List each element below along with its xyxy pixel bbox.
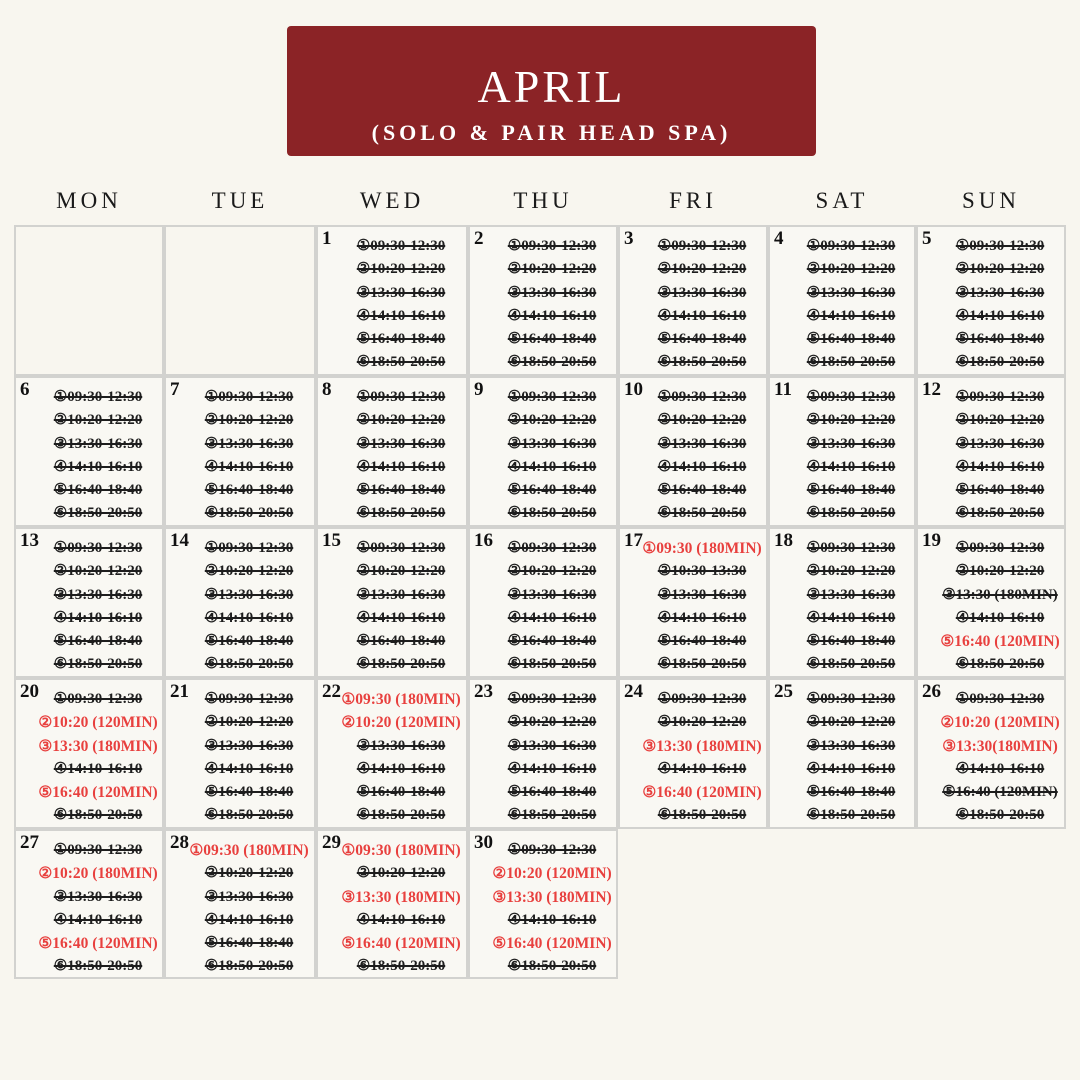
day-cell[interactable] bbox=[768, 678, 916, 829]
day-cell[interactable] bbox=[14, 376, 164, 527]
booked-slot: ①09:30-12:30 bbox=[356, 238, 446, 254]
day-number: 28 bbox=[170, 832, 189, 853]
empty-day-cell bbox=[618, 829, 768, 979]
booked-slot: ②10:20-12:20 bbox=[53, 563, 143, 580]
booked-slot: ⑤16:40-18:40 bbox=[955, 331, 1045, 348]
available-slot[interactable]: ⑤16:40 (120MIN) bbox=[492, 935, 612, 953]
booked-slot: ②10:20-12:20 bbox=[507, 412, 597, 429]
day-number: 14 bbox=[170, 530, 189, 551]
booked-slot: ③13:30-16:30 bbox=[806, 586, 896, 603]
time-slot-list bbox=[770, 235, 914, 375]
booked-slot: ①09:30-12:30 bbox=[507, 540, 597, 556]
day-cell[interactable] bbox=[316, 376, 468, 527]
day-cell[interactable] bbox=[164, 829, 316, 979]
day-number: 6 bbox=[20, 379, 30, 400]
booked-slot: ⑥18:50-20:50 bbox=[806, 354, 896, 371]
booked-slot: ①09:30-12:30 bbox=[806, 540, 896, 556]
booked-slot: ①09:30-12:30 bbox=[204, 540, 294, 556]
booked-slot: ④14:10-16:10 bbox=[806, 458, 896, 475]
day-number: 15 bbox=[322, 530, 341, 551]
day-cell[interactable] bbox=[14, 829, 164, 979]
day-number: 26 bbox=[922, 681, 941, 702]
booked-slot: ①09:30-12:30 bbox=[507, 389, 597, 405]
booked-slot: ⑥18:50-20:50 bbox=[204, 807, 294, 824]
booked-slot: ⑥18:50-20:50 bbox=[955, 807, 1045, 824]
booked-slot: ⑥18:50-20:50 bbox=[657, 656, 747, 673]
booked-slot: ⑥18:50-20:50 bbox=[507, 505, 597, 522]
time-slot-list bbox=[16, 537, 162, 677]
day-cell[interactable] bbox=[916, 527, 1066, 678]
booked-slot: ⑤16:40-18:40 bbox=[507, 784, 597, 801]
booked-slot: ⑥18:50-20:50 bbox=[657, 807, 747, 824]
weekday-header-fri: FRI bbox=[669, 188, 717, 213]
booked-slot: ⑥18:50-20:50 bbox=[657, 354, 747, 371]
day-cell[interactable] bbox=[468, 527, 618, 678]
booked-slot: ①09:30-12:30 bbox=[806, 238, 896, 254]
available-slot[interactable]: ③13:30(180MIN) bbox=[942, 737, 1058, 755]
booked-slot: ②10:20-12:20 bbox=[204, 412, 294, 429]
time-slot-list bbox=[166, 839, 314, 979]
day-cell[interactable] bbox=[468, 678, 618, 829]
booked-slot: ④14:10-16:10 bbox=[806, 609, 896, 626]
day-number: 2 bbox=[474, 228, 484, 249]
available-slot[interactable]: ②10:20 (120MIN) bbox=[341, 714, 461, 732]
empty-day-cell bbox=[916, 829, 1066, 979]
available-slot[interactable]: ③13:30 (180MIN) bbox=[492, 888, 612, 906]
available-slot[interactable]: ①09:30 (180MIN) bbox=[341, 842, 461, 859]
booked-slot: ②10:20-12:20 bbox=[806, 412, 896, 429]
booked-slot: ②10:20-12:20 bbox=[53, 412, 143, 429]
booked-slot: ③13:30-16:30 bbox=[806, 284, 896, 301]
booked-slot: ①09:30-12:30 bbox=[657, 389, 747, 405]
booked-slot: ③13:30-16:30 bbox=[955, 435, 1045, 452]
booked-slot: ③13:30-16:30 bbox=[507, 737, 597, 754]
time-slot-list bbox=[470, 537, 616, 677]
day-number: 9 bbox=[474, 379, 484, 400]
booked-slot: ④14:10-16:10 bbox=[356, 760, 446, 777]
weekday-header-sun: SUN bbox=[961, 188, 1020, 213]
day-number: 8 bbox=[322, 379, 332, 400]
booked-slot: ③13:30-16:30 bbox=[657, 435, 747, 452]
booked-slot: ③13:30-16:30 bbox=[204, 737, 294, 754]
day-cell[interactable] bbox=[768, 376, 916, 527]
booked-slot: ④14:10-16:10 bbox=[657, 609, 747, 626]
time-slot-list bbox=[918, 235, 1064, 375]
empty-day-cell bbox=[768, 829, 916, 979]
weekday-header-mon: MON bbox=[56, 188, 122, 213]
time-slot-list bbox=[620, 235, 766, 375]
booked-slot: ②10:20-12:20 bbox=[356, 261, 446, 278]
day-number: 22 bbox=[322, 681, 341, 702]
day-cell[interactable] bbox=[14, 678, 164, 829]
booked-slot: ①09:30-12:30 bbox=[657, 238, 747, 254]
day-cell[interactable] bbox=[618, 678, 768, 829]
booked-slot: ④14:10-16:10 bbox=[204, 458, 294, 475]
booked-slot: ⑤16:40-18:40 bbox=[53, 482, 143, 499]
time-slot-list bbox=[620, 537, 766, 677]
day-cell[interactable] bbox=[316, 225, 468, 376]
booked-slot: ⑥18:50-20:50 bbox=[53, 958, 143, 975]
booked-slot: ③13:30-16:30 bbox=[507, 586, 597, 603]
month-title: APRIL bbox=[477, 61, 626, 112]
booked-slot: ①09:30-12:30 bbox=[53, 691, 143, 707]
day-cell[interactable] bbox=[916, 376, 1066, 527]
booked-slot: ②10:30-13:30 bbox=[657, 563, 747, 580]
booked-slot: ⑤16:40-18:40 bbox=[507, 331, 597, 348]
weekday-header-sat: SAT bbox=[815, 188, 869, 213]
booked-slot: ③13:30-16:30 bbox=[53, 586, 143, 603]
available-slot[interactable]: ②10:20 (120MIN) bbox=[940, 714, 1060, 732]
time-slot-list bbox=[166, 688, 314, 828]
booked-slot: ④14:10-16:10 bbox=[53, 911, 143, 928]
time-slot-list bbox=[918, 688, 1064, 828]
booked-slot: ④14:10-16:10 bbox=[657, 760, 747, 777]
empty-day-cell bbox=[164, 225, 316, 376]
booked-slot: ①09:30-12:30 bbox=[955, 238, 1045, 254]
time-slot-list bbox=[16, 688, 162, 828]
booked-slot: ①09:30-12:30 bbox=[507, 842, 597, 858]
day-cell[interactable] bbox=[164, 678, 316, 829]
time-slot-list bbox=[918, 537, 1064, 677]
booked-slot: ④14:10-16:10 bbox=[53, 760, 143, 777]
time-slot-list bbox=[770, 688, 914, 828]
booked-slot: ⑥18:50-20:50 bbox=[507, 958, 597, 975]
day-number: 27 bbox=[20, 832, 39, 853]
booked-slot: ⑥18:50-20:50 bbox=[53, 807, 143, 824]
booked-slot: ⑤16:40-18:40 bbox=[53, 633, 143, 650]
day-number: 25 bbox=[774, 681, 793, 702]
booked-slot: ③13:30-16:30 bbox=[356, 586, 446, 603]
day-cell[interactable] bbox=[316, 829, 468, 979]
booked-slot: ⑥18:50-20:50 bbox=[955, 656, 1045, 673]
available-slot[interactable]: ⑤16:40 (120MIN) bbox=[642, 784, 762, 802]
booked-slot: ①09:30-12:30 bbox=[507, 238, 597, 254]
booked-slot: ②10:20-12:20 bbox=[204, 714, 294, 731]
day-cell[interactable] bbox=[618, 225, 768, 376]
day-number: 17 bbox=[624, 530, 643, 551]
booked-slot: ⑥18:50-20:50 bbox=[806, 807, 896, 824]
booked-slot: ①09:30-12:30 bbox=[356, 540, 446, 556]
day-cell[interactable] bbox=[618, 376, 768, 527]
available-slot[interactable]: ②10:20 (120MIN) bbox=[38, 714, 158, 732]
booked-slot: ④14:10-16:10 bbox=[955, 760, 1045, 777]
booked-slot: ②10:20-12:20 bbox=[955, 563, 1045, 580]
available-slot[interactable]: ③13:30 (180MIN) bbox=[642, 737, 762, 755]
booked-slot: ③13:30-16:30 bbox=[53, 435, 143, 452]
booked-slot: ④14:10-16:10 bbox=[507, 911, 597, 928]
booked-slot: ②10:20-12:20 bbox=[806, 563, 896, 580]
day-number: 16 bbox=[474, 530, 493, 551]
time-slot-list bbox=[470, 839, 616, 979]
day-cell[interactable] bbox=[916, 678, 1066, 829]
booked-slot: ⑤16:40 (120MIN) bbox=[942, 784, 1058, 801]
booked-slot: ②10:20-12:20 bbox=[507, 261, 597, 278]
booked-slot: ⑤16:40-18:40 bbox=[657, 633, 747, 650]
available-slot[interactable]: ①09:30 (180MIN) bbox=[189, 842, 309, 859]
available-slot[interactable]: ③13:30 (180MIN) bbox=[341, 888, 461, 906]
time-slot-list bbox=[470, 386, 616, 526]
booked-slot: ②10:20-12:20 bbox=[806, 714, 896, 731]
booked-slot: ④14:10-16:10 bbox=[955, 307, 1045, 324]
booked-slot: ⑥18:50-20:50 bbox=[356, 505, 446, 522]
booked-slot: ⑤16:40-18:40 bbox=[507, 633, 597, 650]
booked-slot: ⑥18:50-20:50 bbox=[53, 656, 143, 673]
booked-slot: ⑥18:50-20:50 bbox=[356, 958, 446, 975]
booked-slot: ③13:30-16:30 bbox=[657, 284, 747, 301]
booked-slot: ③13:30-16:30 bbox=[204, 586, 294, 603]
booked-slot: ④14:10-16:10 bbox=[53, 609, 143, 626]
day-number: 24 bbox=[624, 681, 643, 702]
day-cell[interactable] bbox=[468, 829, 618, 979]
day-number: 23 bbox=[474, 681, 493, 702]
booked-slot: ⑥18:50-20:50 bbox=[955, 354, 1045, 371]
day-cell[interactable] bbox=[618, 527, 768, 678]
day-cell[interactable] bbox=[164, 527, 316, 678]
booked-slot: ⑤16:40-18:40 bbox=[356, 784, 446, 801]
booked-slot: ①09:30-12:30 bbox=[204, 691, 294, 707]
day-number: 30 bbox=[474, 832, 493, 853]
booked-slot: ⑤16:40-18:40 bbox=[507, 482, 597, 499]
booked-slot: ②10:20-12:20 bbox=[806, 261, 896, 278]
available-slot[interactable]: ⑤16:40 (120MIN) bbox=[341, 935, 461, 953]
booked-slot: ④14:10-16:10 bbox=[507, 609, 597, 626]
booked-slot: ④14:10-16:10 bbox=[657, 307, 747, 324]
time-slot-list bbox=[770, 537, 914, 677]
booked-slot: ②10:20-12:20 bbox=[356, 865, 446, 882]
booked-slot: ⑥18:50-20:50 bbox=[955, 505, 1045, 522]
booked-slot: ④14:10-16:10 bbox=[806, 307, 896, 324]
day-number: 12 bbox=[922, 379, 941, 400]
day-number: 7 bbox=[170, 379, 180, 400]
booked-slot: ⑥18:50-20:50 bbox=[356, 807, 446, 824]
booked-slot: ①09:30-12:30 bbox=[955, 691, 1045, 707]
time-slot-list bbox=[166, 386, 314, 526]
booked-slot: ⑥18:50-20:50 bbox=[356, 354, 446, 371]
day-number: 1 bbox=[322, 228, 332, 249]
day-cell[interactable] bbox=[468, 225, 618, 376]
month-banner bbox=[287, 26, 816, 156]
time-slot-list bbox=[318, 235, 466, 375]
time-slot-list bbox=[918, 386, 1064, 526]
booked-slot: ⑥18:50-20:50 bbox=[204, 958, 294, 975]
day-number: 5 bbox=[922, 228, 932, 249]
booked-slot: ③13:30-16:30 bbox=[204, 435, 294, 452]
booked-slot: ⑤16:40-18:40 bbox=[204, 482, 294, 499]
time-slot-list bbox=[166, 537, 314, 677]
time-slot-list bbox=[620, 688, 766, 828]
booked-slot: ⑥18:50-20:50 bbox=[356, 656, 446, 673]
booked-slot: ②10:20-12:20 bbox=[204, 865, 294, 882]
booked-slot: ④14:10-16:10 bbox=[507, 760, 597, 777]
booked-slot: ⑤16:40-18:40 bbox=[806, 331, 896, 348]
available-slot[interactable]: ②10:20 (120MIN) bbox=[492, 865, 612, 883]
booked-slot: ④14:10-16:10 bbox=[204, 760, 294, 777]
empty-day-cell bbox=[14, 225, 164, 376]
booked-slot: ④14:10-16:10 bbox=[204, 911, 294, 928]
booked-slot: ①09:30-12:30 bbox=[53, 842, 143, 858]
day-number: 13 bbox=[20, 530, 39, 551]
booked-slot: ②10:20-12:20 bbox=[955, 261, 1045, 278]
service-subtitle: (SOLO & PAIR HEAD SPA) bbox=[371, 120, 732, 145]
booked-slot: ④14:10-16:10 bbox=[356, 609, 446, 626]
booked-slot: ⑤16:40-18:40 bbox=[657, 331, 747, 348]
day-cell[interactable] bbox=[164, 376, 316, 527]
booked-slot: ③13:30-16:30 bbox=[955, 284, 1045, 301]
day-cell[interactable] bbox=[768, 527, 916, 678]
booked-slot: ①09:30-12:30 bbox=[955, 540, 1045, 556]
day-number: 4 bbox=[774, 228, 784, 249]
booked-slot: ⑥18:50-20:50 bbox=[507, 807, 597, 824]
booked-slot: ⑥18:50-20:50 bbox=[507, 354, 597, 371]
booked-slot: ①09:30-12:30 bbox=[657, 691, 747, 707]
booked-slot: ②10:20-12:20 bbox=[507, 563, 597, 580]
booked-slot: ④14:10-16:10 bbox=[356, 458, 446, 475]
available-slot[interactable]: ③13:30 (180MIN) bbox=[38, 737, 158, 755]
day-cell[interactable] bbox=[14, 527, 164, 678]
booked-slot: ⑤16:40-18:40 bbox=[204, 633, 294, 650]
booked-slot: ③13:30-16:30 bbox=[657, 586, 747, 603]
booked-slot: ①09:30-12:30 bbox=[806, 389, 896, 405]
time-slot-list bbox=[318, 386, 466, 526]
booked-slot: ④14:10-16:10 bbox=[356, 307, 446, 324]
day-number: 10 bbox=[624, 379, 643, 400]
booked-slot: ⑥18:50-20:50 bbox=[657, 505, 747, 522]
booked-slot: ②10:20-12:20 bbox=[204, 563, 294, 580]
booked-slot: ②10:20-12:20 bbox=[657, 714, 747, 731]
booked-slot: ⑤16:40-18:40 bbox=[356, 331, 446, 348]
booked-slot: ①09:30-12:30 bbox=[507, 691, 597, 707]
day-cell[interactable] bbox=[768, 225, 916, 376]
booked-slot: ①09:30-12:30 bbox=[204, 389, 294, 405]
booked-slot: ④14:10-16:10 bbox=[657, 458, 747, 475]
available-slot[interactable]: ⑤16:40 (120MIN) bbox=[38, 935, 158, 953]
time-slot-list bbox=[16, 386, 162, 526]
booked-slot: ④14:10-16:10 bbox=[507, 458, 597, 475]
available-slot[interactable]: ①09:30 (180MIN) bbox=[642, 540, 762, 557]
available-slot[interactable]: ⑤16:40 (120MIN) bbox=[940, 633, 1060, 651]
day-number: 29 bbox=[322, 832, 341, 853]
booked-slot: ③13:30-16:30 bbox=[356, 284, 446, 301]
calendar-grid bbox=[14, 225, 1066, 979]
day-number: 19 bbox=[922, 530, 941, 551]
day-number: 11 bbox=[774, 379, 792, 400]
time-slot-list bbox=[16, 839, 162, 979]
booked-slot: ④14:10-16:10 bbox=[204, 609, 294, 626]
weekday-header-wed: WED bbox=[359, 188, 425, 213]
booked-slot: ③13:30-16:30 bbox=[806, 435, 896, 452]
booked-slot: ③13:30-16:30 bbox=[356, 435, 446, 452]
booked-slot: ④14:10-16:10 bbox=[356, 911, 446, 928]
booked-slot: ⑤16:40-18:40 bbox=[955, 482, 1045, 499]
booked-slot: ⑥18:50-20:50 bbox=[204, 656, 294, 673]
time-slot-list bbox=[470, 688, 616, 828]
booked-slot: ⑤16:40-18:40 bbox=[204, 784, 294, 801]
available-slot[interactable]: ①09:30 (180MIN) bbox=[341, 691, 461, 708]
booked-slot: ③13:30-16:30 bbox=[356, 737, 446, 754]
time-slot-list bbox=[620, 386, 766, 526]
booked-slot: ③13:30-16:30 bbox=[806, 737, 896, 754]
booked-slot: ①09:30-12:30 bbox=[806, 691, 896, 707]
booked-slot: ⑤16:40-18:40 bbox=[356, 482, 446, 499]
booked-slot: ⑤16:40-18:40 bbox=[806, 633, 896, 650]
day-cell[interactable] bbox=[316, 678, 468, 829]
booked-slot: ③13:30-16:30 bbox=[507, 435, 597, 452]
booked-slot: ①09:30-12:30 bbox=[356, 389, 446, 405]
booked-slot: ④14:10-16:10 bbox=[806, 760, 896, 777]
booked-slot: ⑥18:50-20:50 bbox=[806, 656, 896, 673]
booked-slot: ④14:10-16:10 bbox=[53, 458, 143, 475]
booked-slot: ①09:30-12:30 bbox=[955, 389, 1045, 405]
booked-slot: ⑤16:40-18:40 bbox=[657, 482, 747, 499]
booked-slot: ④14:10-16:10 bbox=[955, 609, 1045, 626]
day-cell[interactable] bbox=[916, 225, 1066, 376]
booked-slot: ⑤16:40-18:40 bbox=[356, 633, 446, 650]
day-cell[interactable] bbox=[468, 376, 618, 527]
day-number: 3 bbox=[624, 228, 634, 249]
time-slot-list bbox=[770, 386, 914, 526]
booked-slot: ⑤16:40-18:40 bbox=[806, 482, 896, 499]
booked-slot: ⑥18:50-20:50 bbox=[204, 505, 294, 522]
booked-slot: ①09:30-12:30 bbox=[53, 540, 143, 556]
booked-slot: ④14:10-16:10 bbox=[955, 458, 1045, 475]
booked-slot: ③13:30-16:30 bbox=[507, 284, 597, 301]
booked-slot: ⑥18:50-20:50 bbox=[53, 505, 143, 522]
booked-slot: ②10:20-12:20 bbox=[955, 412, 1045, 429]
booked-slot: ③13:30-16:30 bbox=[204, 888, 294, 905]
booked-slot: ③13:30 (180MIN) bbox=[942, 586, 1058, 603]
booked-slot: ③13:30-16:30 bbox=[53, 888, 143, 905]
booked-slot: ②10:20-12:20 bbox=[657, 261, 747, 278]
booked-slot: ②10:20-12:20 bbox=[657, 412, 747, 429]
available-slot[interactable]: ⑤16:40 (120MIN) bbox=[38, 784, 158, 802]
booked-slot: ②10:20-12:20 bbox=[507, 714, 597, 731]
weekday-header-thu: THU bbox=[513, 188, 573, 213]
day-cell[interactable] bbox=[316, 527, 468, 678]
booked-slot: ④14:10-16:10 bbox=[507, 307, 597, 324]
time-slot-list bbox=[318, 688, 466, 828]
day-number: 18 bbox=[774, 530, 793, 551]
booked-slot: ⑤16:40-18:40 bbox=[806, 784, 896, 801]
time-slot-list bbox=[318, 839, 466, 979]
booked-slot: ②10:20-12:20 bbox=[356, 563, 446, 580]
available-slot[interactable]: ②10:20 (180MIN) bbox=[38, 865, 158, 883]
time-slot-list bbox=[470, 235, 616, 375]
day-number: 20 bbox=[20, 681, 39, 702]
weekday-header-tue: TUE bbox=[211, 188, 269, 213]
booked-slot: ⑥18:50-20:50 bbox=[806, 505, 896, 522]
booked-slot: ⑥18:50-20:50 bbox=[507, 656, 597, 673]
time-slot-list bbox=[318, 537, 466, 677]
booked-slot: ①09:30-12:30 bbox=[53, 389, 143, 405]
booked-slot: ⑤16:40-18:40 bbox=[204, 935, 294, 952]
day-number: 21 bbox=[170, 681, 189, 702]
booked-slot: ②10:20-12:20 bbox=[356, 412, 446, 429]
